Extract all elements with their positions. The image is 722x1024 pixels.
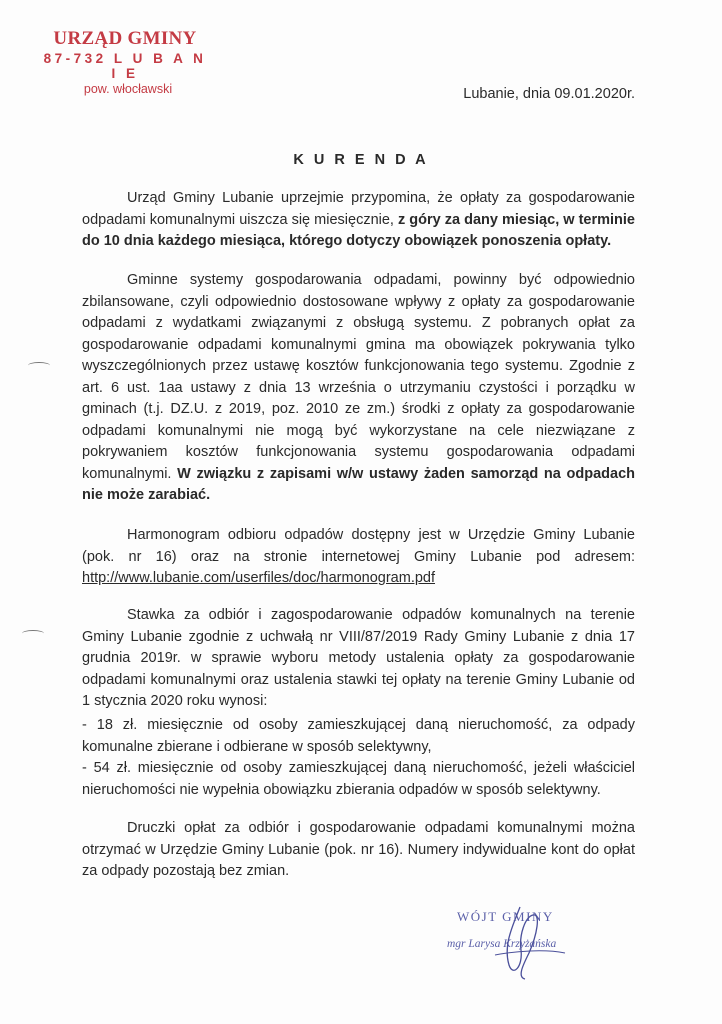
rate-item-selective: - 18 zł. miesięcznie od osoby zamieszkującej daną nieruchomość, za odpady komunalne zbierane i odbierane w sposób selektywny, bbox=[82, 717, 635, 755]
rate-list bbox=[82, 715, 635, 801]
paragraph-payment-slips bbox=[82, 818, 635, 883]
paragraph-rates bbox=[82, 605, 635, 713]
rate-item-non-selective: - 54 zł. miesięcznie od osoby zamieszkującej daną nieruchomość, jeżeli właściciel nieruchomości nie wypełnia obowiązku zbierania odpadów w sposób selektywny. bbox=[82, 760, 635, 798]
signature-name: mgr Larysa Krzyżańska bbox=[447, 938, 557, 950]
paragraph-bold-text: z góry za dany miesiąc, w terminie do 10 dnia każdego miesiąca, którego dotyczy obowiązek ponoszenia opłaty. bbox=[82, 211, 635, 249]
signature-graphic bbox=[425, 895, 625, 990]
paragraph-text: Druczki opłat za odbiór i gospodarowanie odpadami komunalnymi można otrzymać w Urzędzie Gminy Lubanie (pok. nr 16). Numery indywidualne kont do opłat za odpady pozostają bez zmian. bbox=[82, 820, 635, 879]
paragraph-bold-text: W związku z zapisami w/w ustawy żaden samorząd na odpadach nie może zarabiać. bbox=[82, 465, 635, 503]
paragraph-payment-reminder bbox=[82, 188, 635, 253]
stamp-postal-line: 87-732 L U B A N I E bbox=[43, 51, 207, 81]
paragraph-text: Gminne systemy gospodarowania odpadami, powinny być odpowiednio zbilansowane, czyli odpowiednio dostosowane wpływy z opłaty za gospodarowanie odpadami z wydatkami związanymi z obsługą systemu. Z pobranych opłat za gospodarowanie odpadami komunalnymi gmina ma obowiązek pokrywania tylko wyszczególnionych przez ustawę kosztów funkcjonowania tego systemu. Zgodnie z art. 6 ust. 1aa ustawy z dnia 13 września o utrzymaniu czystości i porządku w gminach (t.j. DZ.U. z 2019, poz. 2010 ze zm.) środki z opłaty za gospodarowanie odpadami komunalnymi nie mogą być wykorzystane na cele niezwiązane z pokrywaniem kosztów funkcjonowania systemu gospodarowania odpadami komunalnymi. bbox=[82, 272, 635, 482]
signature-stroke bbox=[495, 951, 565, 955]
schedule-link[interactable]: http://www.lubanie.com/userfiles/doc/harmonogram.pdf bbox=[82, 570, 436, 586]
scan-mark bbox=[28, 362, 50, 369]
document-title: K U R E N D A bbox=[293, 152, 429, 168]
paragraph-text: Harmonogram odbioru odpadów dostępny jest w Urzędzie Gminy Lubanie (pok. nr 16) oraz na stronie internetowej Gminy Lubanie pod adresem: bbox=[82, 527, 635, 565]
paragraph-system-balance bbox=[82, 270, 635, 507]
signature-block bbox=[425, 895, 625, 990]
paragraph-schedule bbox=[82, 525, 635, 590]
paragraph-text: Stawka za odbiór i zagospodarowanie odpadów komunalnych na terenie Gminy Lubanie zgodnie z uchwałą nr VIII/87/2019 Rady Gminy Lubanie z dnia 17 grudnia 2019r. w sprawie wyboru metody ustalenia opłaty za gospodarowanie odpadami komunalnymi oraz ustalenia stawki tej opłaty na terenie Gminy Lubanie od 1 stycznia 2020 roku wynosi: bbox=[82, 607, 635, 709]
date-line: Lubanie, dnia 09.01.2020r. bbox=[463, 86, 635, 102]
paragraph-text: Urząd Gminy Lubanie uprzejmie przypomina, że opłaty za gospodarowanie odpadami komunalnymi uiszcza się miesięcznie, bbox=[82, 190, 635, 228]
scan-mark bbox=[22, 630, 44, 637]
stamp-office-name: URZĄD GMINY bbox=[53, 28, 197, 49]
stamp-county: pow. włocławski bbox=[83, 82, 173, 96]
signature-title: WÓJT GMINY bbox=[457, 909, 554, 924]
office-stamp bbox=[40, 28, 210, 96]
